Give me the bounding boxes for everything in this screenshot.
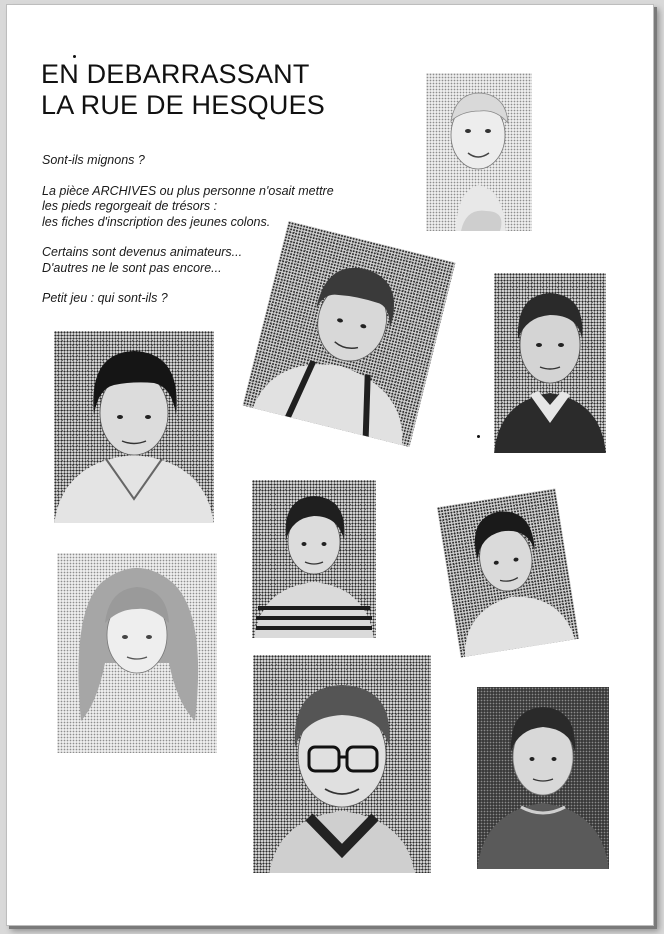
photo-boy-tshirt [477,687,609,869]
title-line-1: EN DEBARRASSANT [41,59,310,89]
document-page [6,4,654,926]
title-line-2: LA RUE DE HESQUES [41,90,325,120]
photo-boy-striped-sweater [252,480,376,638]
paragraph-3-line-2: D'autres ne le sont pas encore... [42,260,222,275]
print-speck [73,55,76,58]
portrait-figure [54,331,214,523]
photo-girl-long-hair [57,553,217,753]
photo-blond-boy [426,73,532,231]
portrait-figure [477,687,609,869]
paragraph-2-line-3: les fiches d'inscription des jeunes colons. [42,214,271,229]
paragraph-2-line-1: La pièce ARCHIVES ou plus personne n'osait mettre [42,183,334,198]
paragraph-3-line-1: Certains sont devenus animateurs... [42,245,243,259]
portrait-figure [494,273,606,453]
paragraph-4: Petit jeu : qui sont-ils ? [42,291,168,305]
portrait-figure [253,655,431,873]
portrait-figure [426,73,532,231]
page-title [41,59,325,121]
portrait-figure [252,480,376,638]
photo-teen-dark-hair [54,331,214,523]
photo-boy-tilted [437,489,579,658]
paragraph-2-line-2: les pieds regorgeait de trésors : [42,199,218,213]
portrait-figure [437,489,579,658]
portrait-figure [57,553,217,753]
photo-boy-glasses [253,655,431,873]
photo-boy-collared-shirt [494,273,606,453]
paragraph-1: Sont-ils mignons ? [42,153,145,167]
print-speck [477,435,480,438]
paragraph-2 [42,184,372,231]
